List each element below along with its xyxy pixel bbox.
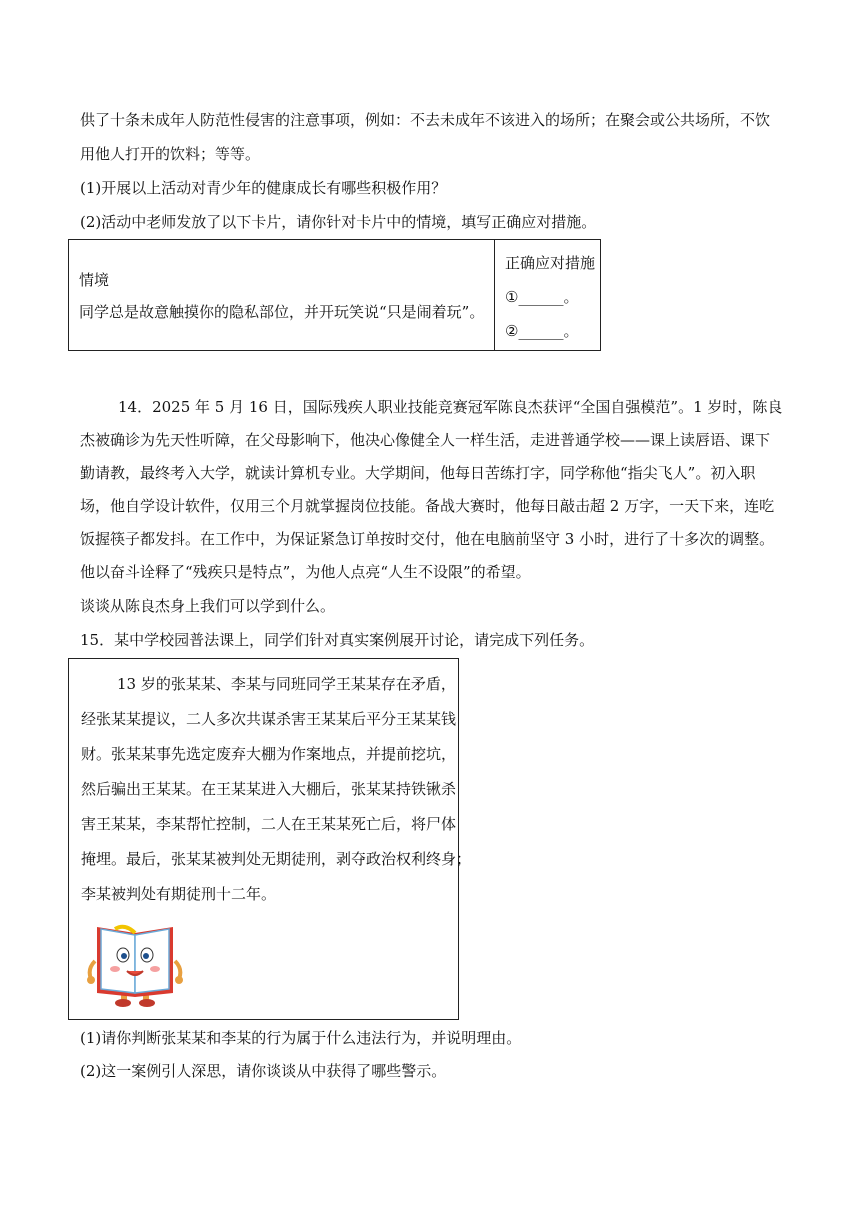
case-line-6: 掩埋。最后，张某某被判处无期徒刑，剥夺政治权利终身； bbox=[81, 850, 472, 868]
situation-header: 情境 bbox=[79, 271, 110, 289]
q13-sub2: (2)活动中老师发放了以下卡片，请你针对卡片中的情境，填写正确应对措施。 bbox=[80, 213, 597, 231]
q14-line-5: 饭握筷子都发抖。在工作中，为保证紧急订单按时交付，他在电脑前坚守 3 小时，进行了十多次的调整。 bbox=[80, 530, 775, 548]
situation-card-table bbox=[68, 239, 601, 351]
situation-text: 同学总是故意触摸你的隐私部位，并开玩笑说“只是闹着玩”。 bbox=[79, 303, 485, 321]
measure-blank-1[interactable]: ①______。 bbox=[505, 288, 579, 306]
case-line-1: 13 岁的张某某、李某与同班同学王某某存在矛盾， bbox=[117, 675, 456, 693]
q14-line-6: 他以奋斗诠释了“残疾只是特点”，为他人点亮“人生不设限”的希望。 bbox=[80, 563, 531, 581]
case-line-5: 害王某某，李某帮忙控制，二人在王某某死亡后，将尸体 bbox=[81, 815, 457, 833]
q14-line-3: 勤请教，最终考入大学，就读计算机专业。大学期间，他每日苦练打字，同学称他“指尖飞人”。初入职 bbox=[80, 464, 756, 482]
case-box bbox=[68, 658, 472, 1020]
q14-line-4: 场，他自学设计软件，仅用三个月就掌握岗位技能。备战大赛时，他每日敲击超 2 万字，一天下来，连吃 bbox=[80, 497, 775, 515]
q15-stem: 15．某中学校园普法课上，同学们针对真实案例展开讨论，请完成下列任务。 bbox=[80, 631, 595, 649]
q13-sub1: (1)开展以上活动对青少年的健康成长有哪些积极作用？ bbox=[80, 179, 447, 197]
case-line-3: 财。张某某事先选定废弃大棚为作案地点，并提前挖坑， bbox=[81, 745, 457, 763]
table-divider bbox=[494, 240, 495, 350]
intro-line-2: 用他人打开的饮料；等等。 bbox=[80, 145, 261, 163]
q15-sub2: (2)这一案例引人深思，请你谈谈从中获得了哪些警示。 bbox=[80, 1062, 447, 1080]
q14-line-1: 14．2025 年 5 月 16 日，国际残疾人职业技能竞赛冠军陈良杰获评“全国自强模范”。1 岁时，陈良 bbox=[118, 398, 783, 416]
q14-prompt: 谈谈从陈良杰身上我们可以学到什么。 bbox=[80, 597, 336, 615]
case-line-4: 然后骗出王某某。在王某某进入大棚后，张某某持铁锹杀 bbox=[81, 780, 457, 798]
measure-blank-2[interactable]: ②______。 bbox=[505, 322, 579, 340]
measures-header: 正确应对措施 bbox=[505, 254, 596, 272]
intro-line-1: 供了十条未成年人防范性侵害的注意事项，例如：不去未成年不该进入的场所；在聚会或公共场所，不饮 bbox=[80, 111, 771, 129]
case-line-7: 李某被判处有期徒刑十二年。 bbox=[81, 885, 277, 903]
case-line-2: 经张某某提议，二人多次共谋杀害王某某后平分王某某钱 bbox=[81, 710, 457, 728]
q15-sub1: (1)请你判断张某某和李某的行为属于什么违法行为，并说明理由。 bbox=[80, 1029, 522, 1047]
q14-line-2: 杰被确诊为先天性听障，在父母影响下，他决心像健全人一样生活，走进普通学校——课上读唇语、课下 bbox=[80, 431, 771, 449]
book-mascot-illustration bbox=[85, 919, 185, 1009]
